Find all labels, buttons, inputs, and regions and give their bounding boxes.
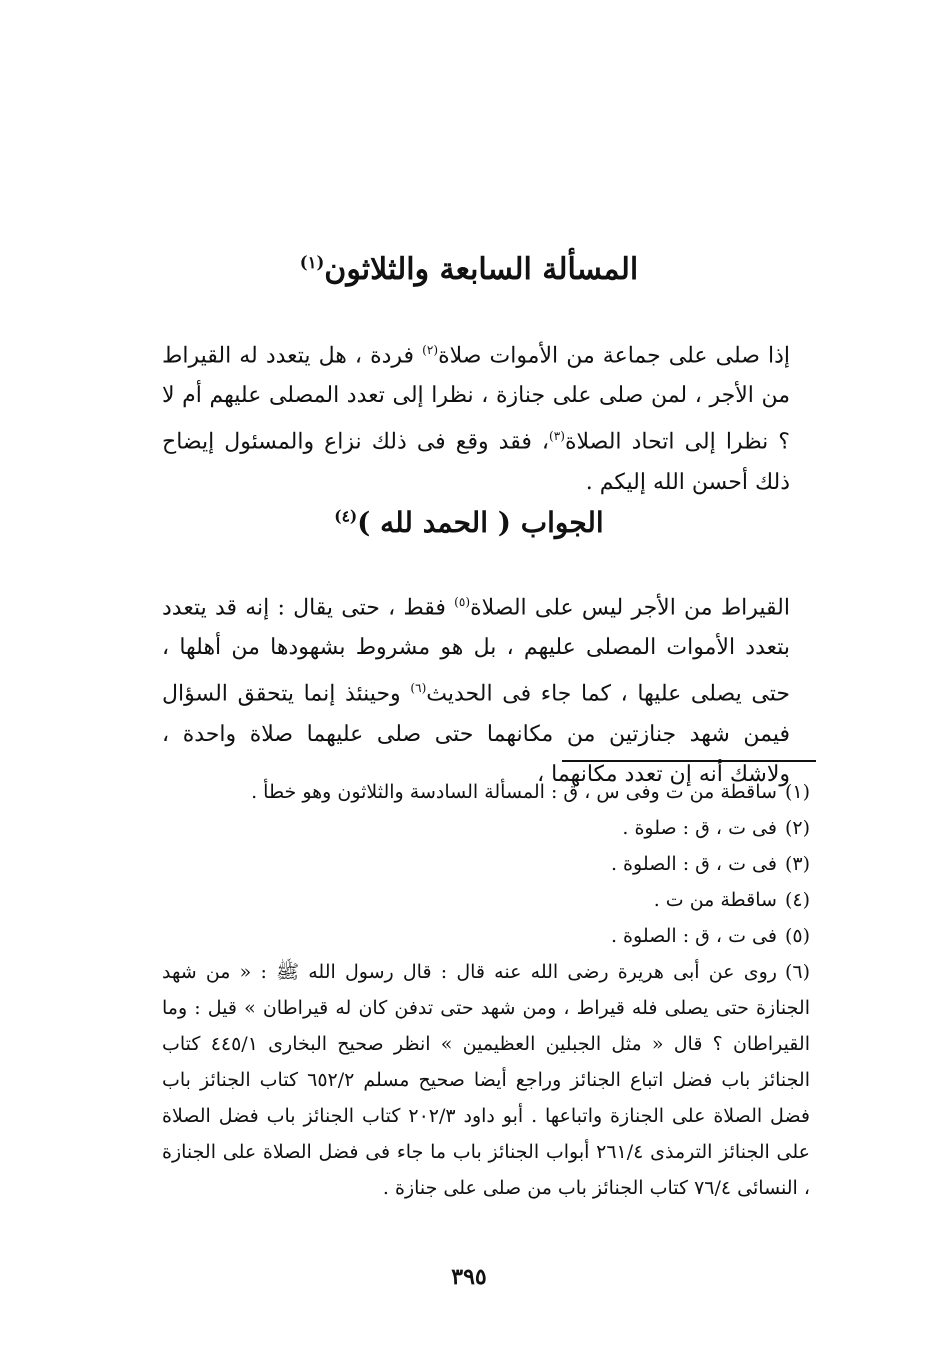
footnote-text: ساقطة من ت وفى س ، ق : المسألة السادسة والثلاثون وهو خطأ . (251, 781, 777, 803)
footnotes-list (162, 774, 810, 1206)
answer-text-3: وحينئذ إنما يتحقق السؤال فيمن شهد جنازتين من مكانهما حتى صلى عليهما صلاة واحدة ، ولاشك أنه إن تعدد مكانهما ، (162, 681, 790, 787)
footnote (162, 882, 810, 918)
footnote-ref-4[interactable]: (٤) (334, 507, 358, 526)
section-title (0, 252, 938, 287)
question-text-1: إذا صلى على جماعة من الأموات صلاة (438, 343, 791, 369)
footnote-number: (٢) (784, 817, 810, 839)
footnote (162, 918, 810, 954)
footnote-number: (٥) (784, 925, 810, 947)
footnote (162, 954, 810, 1206)
answer-heading (0, 506, 938, 539)
footnote (162, 774, 810, 810)
footnote-divider (562, 760, 816, 762)
question-text-2: فردة ، هل يتعدد له القيراط من الأجر ، لمن صلى على جنازة ، نظرا إلى تعدد المصلى عليهم أم لا ؟ نظرا إلى اتحاد الصلاة (162, 343, 790, 455)
footnote (162, 846, 810, 882)
footnote-text: فى ت ، ق : الصلوة . (610, 853, 777, 875)
answer-heading-text: الجواب ( الحمد لله ) (357, 506, 604, 539)
page-number: ٣٩٥ (451, 1264, 487, 1290)
footnote-ref-1[interactable]: (١) (299, 253, 325, 272)
answer-paragraph (162, 582, 790, 795)
footnote-ref-5[interactable]: (٥) (454, 595, 471, 609)
footnote-text: فى ت ، ق : الصلوة . (610, 925, 777, 947)
footnote-text: ساقطة من ت . (653, 889, 777, 911)
question-text-3: ، فقد وقع فى ذلك نزاع والمسئول إيضاح ذلك أحسن الله إليكم . (162, 429, 790, 495)
answer-text-1: القيراط من الأجر ليس على الصلاة (470, 595, 790, 621)
footnote-ref-6[interactable]: (٦) (410, 681, 427, 696)
question-paragraph (162, 330, 790, 503)
section-title-text: المسألة السابعة والثلاثون (324, 252, 639, 287)
footnote-number: (٣) (784, 853, 810, 875)
footnote-number: (٤) (784, 889, 810, 911)
footnote-number: (٦) (784, 961, 810, 983)
footnote (162, 810, 810, 846)
footnote-text: فى ت ، ق : صلوة . (622, 817, 777, 839)
answer-text-2: فقط ، حتى يقال : إنه قد يتعدد بتعدد الأموات المصلى عليهم ، بل هو مشروط بشهودها من أهلها ، حتى يصلى عليها ، كما جاء فى الحديث (162, 595, 790, 707)
footnote-ref-2[interactable]: (٢) (422, 343, 439, 357)
footnote-text: روى عن أبى هريرة رضى الله عنه قال : قال رسول الله ﷺ : « من شهد الجنازة حتى يصلى فله قيراط ، ومن شهد حتى تدفن كان له قيراطان » قيل : وما القيراطان ؟ قال « مثل الجبلين العظيمين » انظر صحيح البخارى ٤٤٥/١ كتاب الجنائز باب فضل اتباع الجنائز وراجع أيضا صحيح مسلم ٦٥٢/٢ كتاب الجنائز باب فضل الصلاة على الجنازة واتباعها . أبو داود ٢٠٢/٣ كتاب الجنائز باب فضل الصلاة على الجنائز الترمذى ٢٦١/٤ أبواب الجنائز باب ما جاء فى فضل الصلاة على الجنازة ، النسائى ٧٦/٤ كتاب الجنائز باب من صلى على جنازة . (162, 961, 811, 1199)
footnote-ref-3[interactable]: (٣) (549, 429, 565, 444)
footnote-number: (١) (784, 781, 810, 803)
